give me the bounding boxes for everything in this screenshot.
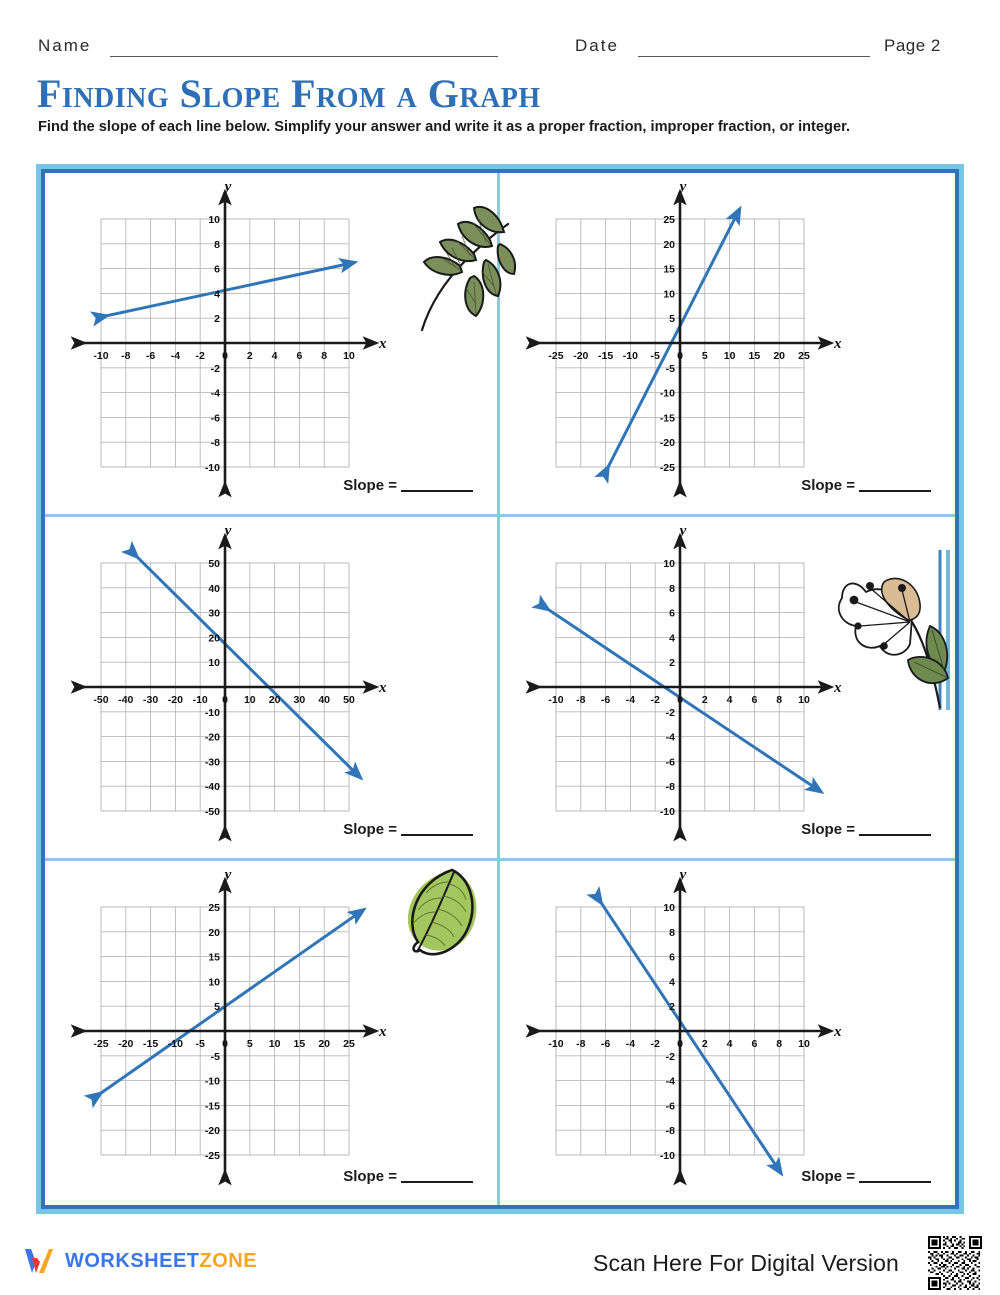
slope-blank-6[interactable] (859, 1171, 931, 1183)
y-tick-label: -8 (665, 781, 675, 794)
x-tick-label: -10 (622, 350, 638, 362)
y-tick-label: -2 (210, 362, 220, 375)
y-axis-label: y (679, 523, 687, 539)
x-tick-label: -10 (93, 350, 109, 362)
x-tick-label: -8 (576, 694, 586, 706)
x-tick-label: -2 (650, 1038, 660, 1050)
y-tick-label: -10 (659, 806, 675, 818)
y-tick-label: -4 (210, 387, 220, 400)
worksheetzone-logo[interactable] (22, 1244, 257, 1278)
x-tick-label: 10 (243, 694, 256, 706)
x-tick-label: 20 (773, 350, 786, 362)
x-tick-label: 10 (268, 1038, 281, 1050)
x-tick-label: 30 (293, 694, 306, 706)
y-tick-label: 10 (663, 902, 675, 914)
graph-container-5 (45, 861, 497, 1205)
x-tick-label: 50 (343, 694, 355, 706)
y-tick-label: 10 (663, 558, 675, 570)
problem-cell-5 (45, 861, 500, 1205)
y-tick-label: -6 (665, 1100, 675, 1113)
x-tick-label: -20 (118, 1038, 134, 1050)
plotted-line (96, 913, 359, 1097)
y-tick-label: -4 (665, 731, 675, 744)
x-tick-label: 0 (222, 694, 228, 706)
problem-cell-3 (45, 517, 500, 861)
x-tick-label: -40 (118, 694, 134, 706)
name-input-rule[interactable] (110, 56, 498, 57)
x-tick-label: 25 (343, 1038, 355, 1050)
x-tick-label: -8 (121, 350, 131, 362)
x-axis-label: x (834, 336, 842, 352)
y-tick-label: -20 (204, 1125, 220, 1138)
slope-blank-5[interactable] (401, 1171, 473, 1183)
x-tick-label: -20 (167, 694, 183, 706)
x-tick-label: 6 (751, 694, 758, 706)
slope-label-4: Slope = (801, 821, 855, 838)
problem-cell-6 (500, 861, 955, 1205)
x-tick-label: -2 (195, 350, 205, 362)
x-tick-label: 5 (701, 350, 708, 362)
slope-label-5: Slope = (343, 1168, 397, 1185)
x-tick-label: 6 (296, 350, 303, 362)
y-tick-label: -30 (204, 756, 220, 769)
slope-answer-5[interactable] (343, 1168, 473, 1185)
x-tick-label: 2 (246, 350, 253, 362)
slope-label-1: Slope = (343, 477, 397, 494)
problems-grid (45, 173, 955, 1205)
scan-prompt-text: Scan Here For Digital Version (593, 1250, 899, 1276)
name-label: Name (38, 36, 92, 55)
graph-container-3 (45, 517, 497, 858)
x-tick-label: 0 (222, 1038, 228, 1050)
y-tick-label: -10 (204, 462, 220, 474)
x-tick-label: -30 (143, 694, 159, 706)
date-label: Date (575, 36, 619, 55)
y-tick-label: 20 (208, 926, 220, 939)
slope-answer-3[interactable] (343, 821, 473, 838)
y-tick-label: -15 (659, 412, 675, 425)
x-tick-label: -4 (625, 1038, 636, 1050)
instructions-text: Find the slope of each line below. Simplify your answer and write it as a proper fraction, improper fraction, or integer. (38, 119, 850, 135)
x-tick-label: -8 (576, 1038, 586, 1050)
x-tick-label: -15 (598, 350, 614, 362)
y-axis-label: y (679, 867, 687, 883)
x-tick-label: 2 (701, 1038, 708, 1050)
y-tick-label: -4 (665, 1075, 675, 1088)
slope-label-3: Slope = (343, 821, 397, 838)
slope-label-2: Slope = (801, 477, 855, 494)
x-tick-label: -6 (145, 350, 156, 362)
problem-cell-2 (500, 173, 955, 517)
x-tick-label: 20 (318, 1038, 331, 1050)
y-tick-label: -8 (665, 1125, 675, 1138)
qr-code[interactable] (928, 1236, 982, 1290)
x-tick-label: 40 (318, 694, 331, 706)
x-tick-label: -2 (650, 694, 660, 706)
worksheet-header (0, 34, 1000, 62)
x-tick-label: -5 (195, 1038, 205, 1050)
x-tick-label: 0 (677, 350, 683, 362)
x-tick-label: -10 (548, 694, 564, 706)
slope-answer-2[interactable] (801, 477, 931, 494)
y-tick-label: 25 (663, 214, 675, 226)
x-axis-label: x (834, 680, 842, 696)
slope-answer-1[interactable] (343, 477, 473, 494)
brand-name-part1: WORKSHEET (65, 1249, 200, 1272)
x-tick-label: 4 (726, 1038, 733, 1050)
y-tick-label: 6 (669, 607, 675, 620)
y-axis-label: y (224, 867, 232, 883)
problem-cell-1 (45, 173, 500, 517)
x-tick-label: -6 (600, 694, 611, 706)
graph-container-2 (500, 173, 955, 514)
x-tick-label: 15 (293, 1038, 306, 1050)
graph-container-1 (45, 173, 497, 514)
slope-answer-4[interactable] (801, 821, 931, 838)
x-tick-label: 20 (268, 694, 281, 706)
page-number: Page 2 (884, 36, 941, 55)
y-tick-label: -2 (665, 1050, 675, 1063)
x-tick-label: 8 (776, 1038, 783, 1050)
x-tick-label: 10 (798, 1038, 810, 1050)
y-tick-label: -2 (665, 706, 675, 719)
x-tick-label: -25 (548, 350, 564, 362)
x-tick-label: 4 (726, 694, 733, 706)
y-tick-label: 6 (669, 951, 675, 964)
y-tick-label: 8 (214, 238, 220, 251)
x-tick-label: -25 (93, 1038, 109, 1050)
y-tick-label: -10 (659, 1150, 675, 1162)
y-tick-label: -8 (210, 437, 220, 450)
x-tick-label: 0 (677, 694, 683, 706)
y-tick-label: -20 (659, 437, 675, 450)
y-tick-label: -5 (665, 362, 675, 375)
brand-name-part2: ZONE (199, 1249, 258, 1272)
slope-blank-2[interactable] (859, 480, 931, 492)
y-tick-label: -10 (659, 387, 675, 400)
y-axis-label: y (224, 179, 232, 195)
graph-container-6 (500, 861, 955, 1205)
y-tick-label: -25 (659, 462, 675, 474)
y-tick-label: -10 (204, 706, 220, 719)
y-tick-label: -5 (210, 1050, 220, 1063)
y-tick-label: 8 (669, 582, 675, 595)
y-tick-label: 4 (214, 288, 220, 301)
y-tick-label: -20 (204, 731, 220, 744)
x-tick-label: -5 (650, 350, 660, 362)
x-tick-label: 6 (751, 1038, 758, 1050)
y-tick-label: 4 (669, 632, 675, 645)
y-tick-label: 2 (669, 657, 675, 670)
problems-panel (36, 164, 964, 1214)
y-tick-label: 15 (663, 263, 675, 276)
slope-blank-3[interactable] (401, 824, 473, 836)
slope-blank-1[interactable] (401, 480, 473, 492)
slope-blank-4[interactable] (859, 824, 931, 836)
x-tick-label: -10 (192, 694, 208, 706)
x-tick-label: -4 (625, 694, 636, 706)
y-tick-label: 10 (208, 976, 220, 989)
graph-svg (514, 867, 842, 1177)
x-tick-label: 4 (271, 350, 278, 362)
y-tick-label: -15 (204, 1100, 220, 1113)
y-tick-label: 20 (663, 238, 675, 251)
y-tick-label: -25 (204, 1150, 220, 1162)
plotted-line (133, 553, 356, 774)
y-tick-label: 40 (208, 582, 220, 595)
y-tick-label: 4 (669, 976, 675, 989)
problems-panel-inner (41, 169, 959, 1209)
y-tick-label: 5 (214, 1001, 220, 1014)
x-tick-label: 10 (723, 350, 736, 362)
y-axis-label: y (679, 179, 687, 195)
x-tick-label: 10 (343, 350, 355, 362)
x-axis-label: x (379, 336, 387, 352)
plotted-line (598, 898, 778, 1168)
x-tick-label: 8 (776, 694, 783, 706)
x-tick-label: 8 (321, 350, 328, 362)
graph-svg (59, 867, 387, 1177)
x-tick-label: 15 (748, 350, 761, 362)
graph-container-4 (500, 517, 955, 858)
page-footer (0, 1232, 1000, 1294)
y-tick-label: 2 (669, 1001, 675, 1014)
y-tick-label: 10 (663, 288, 675, 301)
y-tick-label: -50 (204, 806, 220, 818)
y-tick-label: -6 (665, 756, 675, 769)
y-tick-label: 8 (669, 926, 675, 939)
slope-answer-6[interactable] (801, 1168, 931, 1185)
x-tick-label: -50 (93, 694, 109, 706)
y-tick-label: 30 (208, 607, 220, 620)
y-tick-label: 2 (214, 313, 220, 326)
y-tick-label: 20 (208, 632, 220, 645)
problem-cell-4 (500, 517, 955, 861)
x-tick-label: -4 (170, 350, 181, 362)
page-title: Finding Slope From a Graph (37, 71, 541, 116)
y-tick-label: 5 (669, 313, 675, 326)
y-tick-label: 6 (214, 263, 220, 276)
x-axis-label: x (379, 680, 387, 696)
slope-label-6: Slope = (801, 1168, 855, 1185)
x-axis-label: x (834, 1024, 842, 1040)
x-tick-label: 0 (222, 350, 228, 362)
y-tick-label: 25 (208, 902, 220, 914)
x-tick-label: 2 (701, 694, 708, 706)
y-tick-label: -40 (204, 781, 220, 794)
x-tick-label: 0 (677, 1038, 683, 1050)
x-tick-label: -6 (600, 1038, 611, 1050)
x-tick-label: -10 (548, 1038, 564, 1050)
y-tick-label: 10 (208, 214, 220, 226)
y-tick-label: 50 (208, 558, 220, 570)
x-tick-label: -10 (167, 1038, 183, 1050)
y-tick-label: 15 (208, 951, 220, 964)
x-tick-label: 10 (798, 694, 810, 706)
w-logo-icon (22, 1244, 56, 1278)
x-axis-label: x (379, 1024, 387, 1040)
brand-name (65, 1250, 257, 1273)
y-tick-label: 10 (208, 657, 220, 670)
x-tick-label: 5 (246, 1038, 253, 1050)
x-tick-label: -15 (143, 1038, 159, 1050)
x-tick-label: -20 (573, 350, 589, 362)
x-tick-label: 25 (798, 350, 810, 362)
y-tick-label: -6 (210, 412, 220, 425)
y-tick-label: -10 (204, 1075, 220, 1088)
date-input-rule[interactable] (638, 56, 870, 57)
y-axis-label: y (224, 523, 232, 539)
